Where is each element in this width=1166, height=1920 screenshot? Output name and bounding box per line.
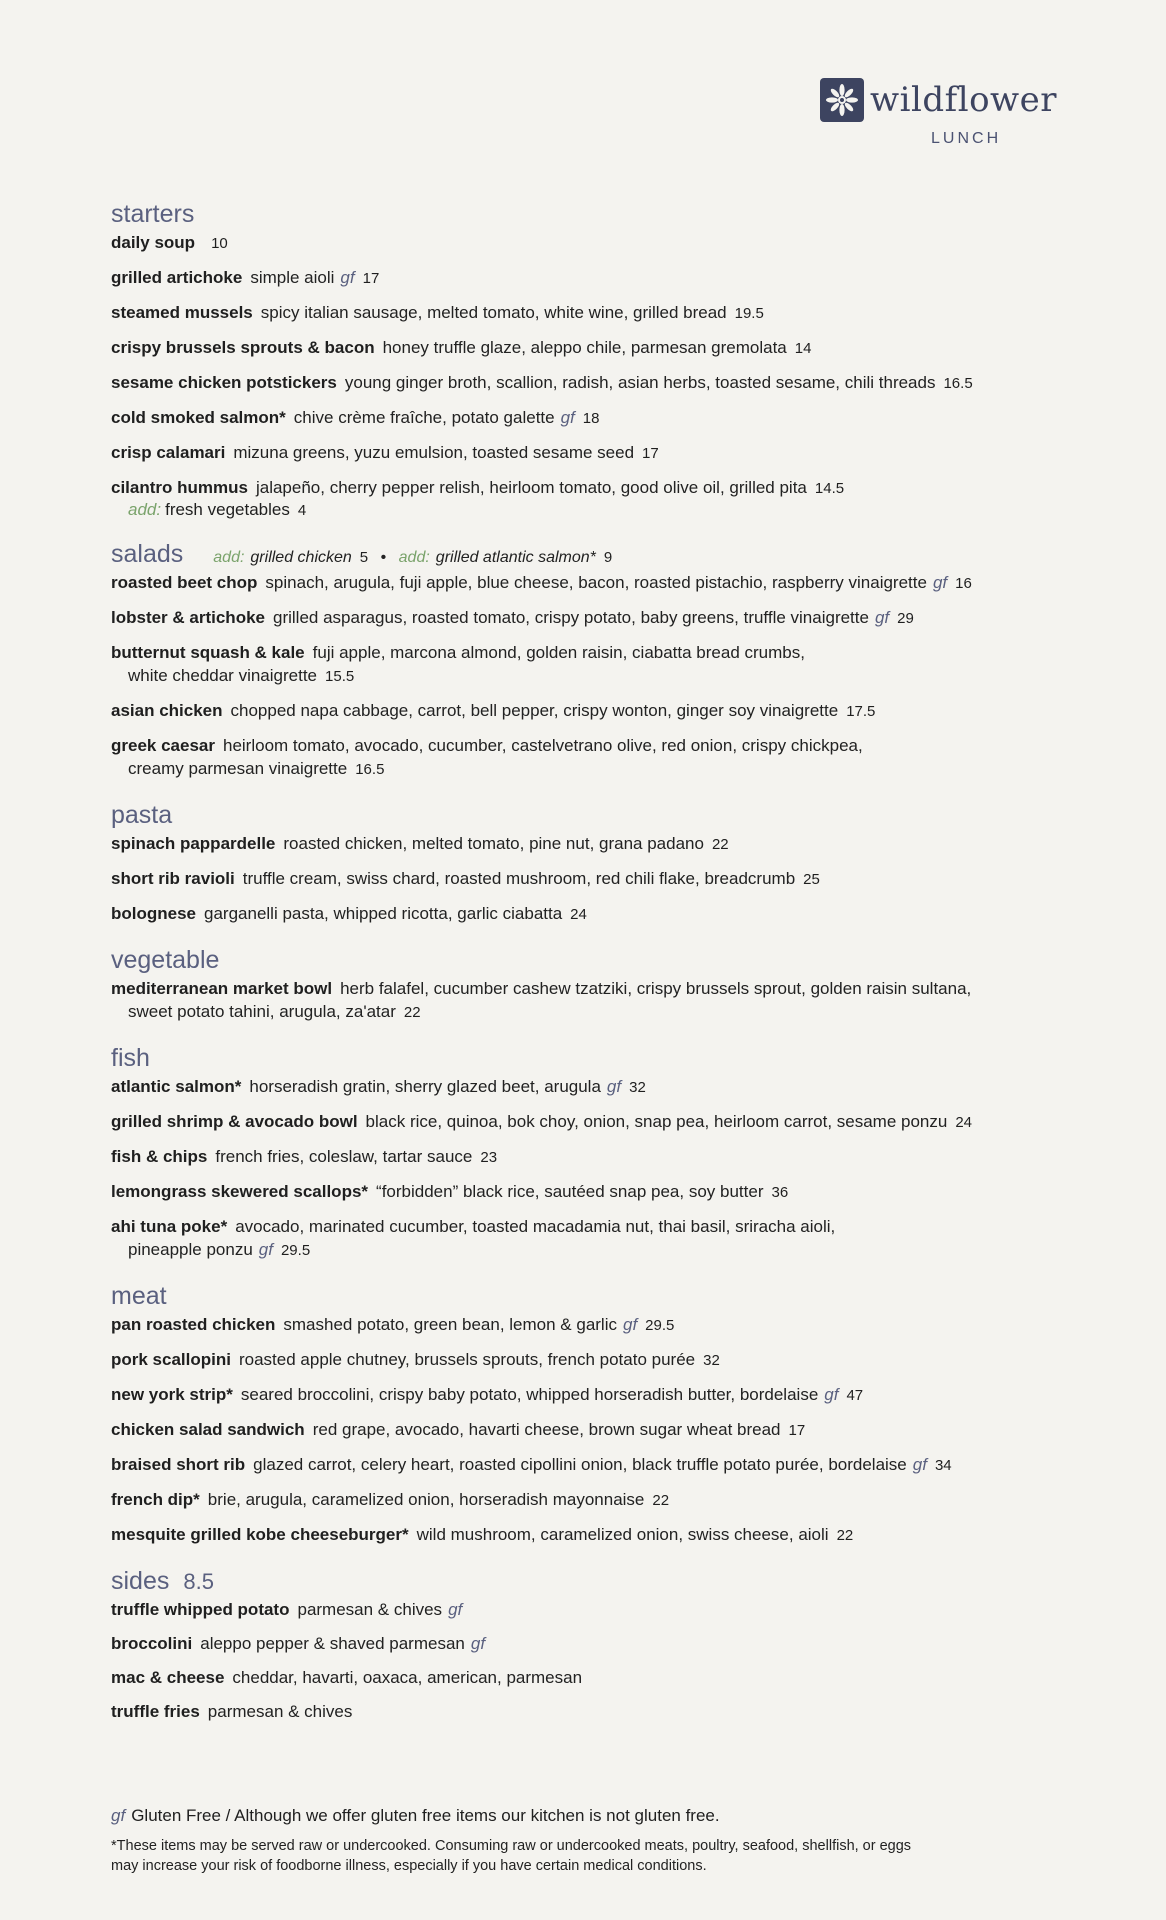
item-name: truffle fries xyxy=(111,1702,200,1721)
addon-text: grilled atlantic salmon* xyxy=(435,549,596,566)
item-description: heirloom tomato, avocado, cucumber, castelvetrano olive, red onion, crispy chickpea, xyxy=(222,736,863,755)
menu-item xyxy=(111,1700,1091,1723)
addon-tag: add: xyxy=(128,500,162,519)
item-name: roasted beet chop xyxy=(111,573,258,592)
item-name: chicken salad sandwich xyxy=(111,1420,305,1439)
section-title: fish xyxy=(111,1044,150,1072)
item-name: crisp calamari xyxy=(111,443,226,462)
item-description: honey truffle glaze, aleppo chile, parmesan gremolata xyxy=(382,338,787,357)
item-description: jalapeño, cherry pepper relish, heirloom tomato, good olive oil, grilled pita xyxy=(255,478,807,497)
item-description: parmesan & chives xyxy=(297,1600,443,1619)
item-description: herb falafel, cucumber cashew tzatziki, crispy brussels sprout, golden raisin sultana, xyxy=(340,979,972,998)
item-name: spinach pappardelle xyxy=(111,834,276,853)
section-title: starters xyxy=(111,200,195,228)
menu-item xyxy=(111,441,1091,465)
section-meat xyxy=(111,1282,1091,1547)
item-price: 14 xyxy=(794,340,812,357)
addon-price: 9 xyxy=(603,549,613,566)
section-fish xyxy=(111,1044,1091,1262)
section-title: vegetable xyxy=(111,946,220,974)
gluten-free-marker: gf xyxy=(824,1385,839,1404)
menu-item xyxy=(111,1313,1091,1337)
item-price: 16.5 xyxy=(943,375,973,392)
raw-warning-line: *These items may be served raw or undercooked. Consuming raw or undercooked meats, poultry, seafood, shellfish, or eggs xyxy=(111,1838,912,1854)
menu-item xyxy=(111,699,1091,723)
section-title: salads xyxy=(111,540,184,568)
item-name: broccolini xyxy=(111,1634,193,1653)
gluten-free-note xyxy=(111,1806,1071,1826)
item-price: 29.5 xyxy=(280,1242,311,1259)
menu-item xyxy=(111,832,1091,856)
item-name: grilled shrimp & avocado bowl xyxy=(111,1112,358,1131)
gluten-free-marker: gf xyxy=(912,1455,927,1474)
item-name: daily soup xyxy=(111,233,196,252)
item-name: lobster & artichoke xyxy=(111,608,265,627)
item-description: mizuna greens, yuzu emulsion, toasted sesame seed xyxy=(233,443,635,462)
item-price: 16 xyxy=(955,575,972,592)
item-price: 25 xyxy=(803,871,820,888)
item-price: 24 xyxy=(570,906,587,923)
item-description: aleppo pepper & shaved parmesan xyxy=(200,1634,465,1653)
item-name: greek caesar xyxy=(111,736,215,755)
section-title: sides xyxy=(111,1567,170,1595)
salad-addons xyxy=(213,549,612,567)
menu-item xyxy=(111,1523,1091,1547)
item-description: roasted apple chutney, brussels sprouts, french potato purée xyxy=(238,1350,696,1369)
item-description: cheddar, havarti, oaxaca, american, parmesan xyxy=(232,1668,583,1687)
item-price: 24 xyxy=(955,1114,973,1131)
item-description: “forbidden” black rice, sautéed snap pea, soy butter xyxy=(376,1182,764,1201)
item-name: mediterranean market bowl xyxy=(111,979,333,998)
item-description: chive crème fraîche, potato galette xyxy=(293,408,555,427)
brand-logo xyxy=(820,78,1060,158)
gluten-free-marker: gf xyxy=(470,1634,486,1653)
menu-item xyxy=(111,571,1091,595)
raw-food-warning xyxy=(111,1836,1071,1876)
item-description-cont: white cheddar vinaigrette xyxy=(128,666,318,685)
menu-item xyxy=(111,476,1091,500)
menu-item xyxy=(111,406,1091,430)
menu-item xyxy=(111,336,1091,360)
menu-content xyxy=(111,200,1091,1743)
item-description: parmesan & chives xyxy=(207,1702,353,1721)
item-price: 22 xyxy=(403,1004,421,1021)
item-description: brie, arugula, caramelized onion, horseradish mayonnaise xyxy=(207,1490,645,1509)
item-name: new york strip* xyxy=(111,1385,233,1404)
item-name: lemongrass skewered scallops* xyxy=(111,1182,369,1201)
section-pasta xyxy=(111,801,1091,926)
menu-item xyxy=(111,1110,1091,1134)
section-title: meat xyxy=(111,1282,167,1310)
item-description: young ginger broth, scallion, radish, asian herbs, toasted sesame, chili threads xyxy=(344,373,936,392)
item-price: 22 xyxy=(652,1492,670,1509)
addon-text: fresh vegetables xyxy=(165,500,290,519)
addon-tag: add: xyxy=(398,549,430,566)
item-price: 34 xyxy=(934,1457,952,1474)
item-price: 36 xyxy=(771,1184,789,1201)
gluten-free-marker: gf xyxy=(874,608,890,627)
flower-icon xyxy=(820,78,864,122)
menu-item xyxy=(111,1453,1091,1477)
item-name: asian chicken xyxy=(111,701,223,720)
meal-label: LUNCH xyxy=(931,130,1002,147)
item-name: cold smoked salmon* xyxy=(111,408,286,427)
item-description: garganelli pasta, whipped ricotta, garlic ciabatta xyxy=(204,904,563,923)
gluten-free-marker: gf xyxy=(448,1600,463,1619)
item-name: fish & chips xyxy=(111,1147,208,1166)
item-description: horseradish gratin, sherry glazed beet, arugula xyxy=(249,1077,601,1096)
item-description: glazed carrot, celery heart, roasted cipollini onion, black truffle potato purée, bordelaise xyxy=(253,1455,907,1474)
gluten-free-marker: gf xyxy=(340,268,355,287)
item-price: 17 xyxy=(642,445,659,462)
menu-item xyxy=(111,301,1091,325)
item-description: french fries, coleslaw, tartar sauce xyxy=(215,1147,473,1166)
menu-item xyxy=(111,1666,1091,1689)
footnotes xyxy=(111,1806,1071,1876)
item-price: 47 xyxy=(846,1387,864,1404)
item-description-cont: pineapple ponzu xyxy=(128,1240,253,1259)
item-name: sesame chicken potstickers xyxy=(111,373,337,392)
item-name: braised short rib xyxy=(111,1455,246,1474)
section-title: pasta xyxy=(111,801,173,829)
addon-price: 4 xyxy=(297,502,307,519)
item-description: grilled asparagus, roasted tomato, crispy potato, baby greens, truffle vinaigrette xyxy=(273,608,869,627)
item-name: french dip* xyxy=(111,1490,200,1509)
item-description: red grape, avocado, havarti cheese, brown sugar wheat bread xyxy=(312,1420,781,1439)
item-price: 14.5 xyxy=(814,480,845,497)
item-description-cont: creamy parmesan vinaigrette xyxy=(128,759,348,778)
item-name: crispy brussels sprouts & bacon xyxy=(111,338,375,357)
item-name: mesquite grilled kobe cheeseburger* xyxy=(111,1525,409,1544)
section-sides xyxy=(111,1567,1091,1723)
item-name: steamed mussels xyxy=(111,303,253,322)
menu-item xyxy=(111,1215,1091,1262)
menu-item xyxy=(111,371,1091,395)
menu-item xyxy=(111,606,1091,630)
item-description: simple aioli xyxy=(250,268,335,287)
section-price: 8.5 xyxy=(183,1569,214,1594)
item-name: atlantic salmon* xyxy=(111,1077,242,1096)
raw-warning-line: may increase your risk of foodborne illness, especially if you have certain medical conditions. xyxy=(111,1858,707,1874)
item-price: 22 xyxy=(711,836,729,853)
item-description: wild mushroom, caramelized onion, swiss cheese, aioli xyxy=(416,1525,829,1544)
item-description-cont: sweet potato tahini, arugula, za'atar xyxy=(128,1002,396,1021)
menu-item xyxy=(111,1418,1091,1442)
menu-item xyxy=(111,1348,1091,1372)
menu-item xyxy=(111,1075,1091,1099)
menu-item xyxy=(111,734,1091,781)
item-description: black rice, quinoa, bok choy, onion, snap pea, heirloom carrot, sesame ponzu xyxy=(365,1112,948,1131)
item-description: smashed potato, green bean, lemon & garlic xyxy=(283,1315,617,1334)
item-description: roasted chicken, melted tomato, pine nut, grana padano xyxy=(283,834,704,853)
gluten-free-text: Gluten Free / Although we offer gluten free items our kitchen is not gluten free. xyxy=(131,1806,720,1825)
hummus-addon xyxy=(111,500,1091,520)
item-description: seared broccolini, crispy baby potato, whipped horseradish butter, bordelaise xyxy=(240,1385,819,1404)
gf-marker: gf xyxy=(111,1806,126,1825)
menu-item xyxy=(111,902,1091,926)
item-name: short rib ravioli xyxy=(111,869,235,888)
item-name: truffle whipped potato xyxy=(111,1600,290,1619)
menu-item xyxy=(111,1488,1091,1512)
item-price: 16.5 xyxy=(355,761,385,778)
item-description: chopped napa cabbage, carrot, bell pepper, crispy wonton, ginger soy vinaigrette xyxy=(230,701,839,720)
item-price: 18 xyxy=(582,410,600,427)
menu-item xyxy=(111,867,1091,891)
brand-name: wildflower xyxy=(870,80,1058,120)
item-price: 15.5 xyxy=(325,668,355,685)
gluten-free-marker: gf xyxy=(932,573,948,592)
addon-text: grilled chicken xyxy=(250,549,352,566)
gluten-free-marker: gf xyxy=(258,1240,273,1259)
item-price: 32 xyxy=(629,1079,646,1096)
addon-tag: add: xyxy=(213,549,245,566)
menu-item xyxy=(111,1180,1091,1204)
menu-item xyxy=(111,266,1091,290)
item-price: 19.5 xyxy=(734,305,764,322)
item-description: spicy italian sausage, melted tomato, white wine, grilled bread xyxy=(260,303,727,322)
addon-price: 5 xyxy=(359,549,369,566)
item-description: fuji apple, marcona almond, golden raisin, ciabatta bread crumbs, xyxy=(312,643,805,662)
menu-item xyxy=(111,1632,1091,1655)
item-name: pan roasted chicken xyxy=(111,1315,276,1334)
addon-separator: • xyxy=(380,549,387,566)
section-vegetable xyxy=(111,946,1091,1024)
gluten-free-marker: gf xyxy=(622,1315,638,1334)
item-name: bolognese xyxy=(111,904,197,923)
item-price: 32 xyxy=(703,1352,720,1369)
menu-item xyxy=(111,1598,1091,1621)
item-price: 10 xyxy=(211,235,228,252)
item-price: 29 xyxy=(897,610,914,627)
menu-item xyxy=(111,1145,1091,1169)
item-name: ahi tuna poke* xyxy=(111,1217,228,1236)
item-price: 17 xyxy=(362,270,380,287)
item-price: 17 xyxy=(788,1422,806,1439)
menu-item xyxy=(111,641,1091,688)
item-price: 17.5 xyxy=(846,703,876,720)
item-name: mac & cheese xyxy=(111,1668,225,1687)
item-name: pork scallopini xyxy=(111,1350,231,1369)
gluten-free-marker: gf xyxy=(560,408,575,427)
item-name: cilantro hummus xyxy=(111,478,248,497)
menu-item xyxy=(111,231,1091,255)
item-description: avocado, marinated cucumber, toasted macadamia nut, thai basil, sriracha aioli, xyxy=(235,1217,836,1236)
item-description: truffle cream, swiss chard, roasted mushroom, red chili flake, breadcrumb xyxy=(242,869,796,888)
item-name: butternut squash & kale xyxy=(111,643,305,662)
item-price: 29.5 xyxy=(645,1317,675,1334)
section-salads xyxy=(111,540,1091,781)
item-price: 23 xyxy=(480,1149,498,1166)
item-name: grilled artichoke xyxy=(111,268,243,287)
menu-item xyxy=(111,1383,1091,1407)
item-price: 22 xyxy=(836,1527,854,1544)
gluten-free-marker: gf xyxy=(606,1077,622,1096)
section-starters xyxy=(111,200,1091,520)
menu-item xyxy=(111,977,1091,1024)
item-description: spinach, arugula, fuji apple, blue cheese, bacon, roasted pistachio, raspberry vinaigrette xyxy=(265,573,927,592)
